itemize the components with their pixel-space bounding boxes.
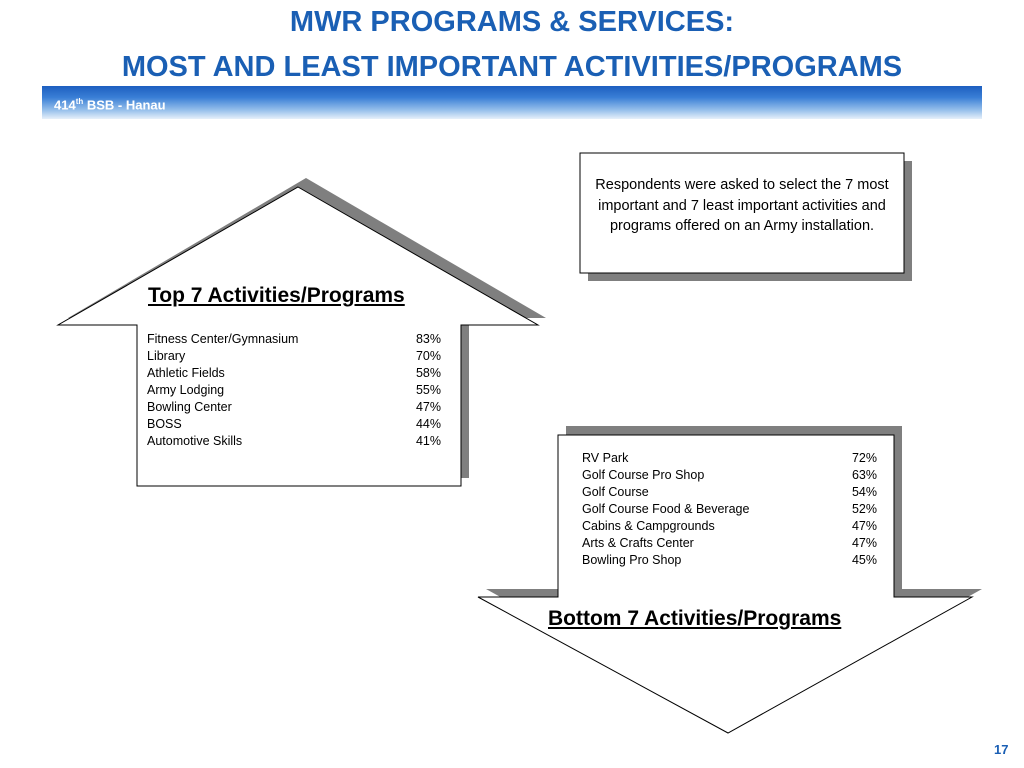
unit-name: BSB - Hanau [83,97,166,113]
activity-name: Arts & Crafts Center [582,536,694,550]
list-item [582,450,877,467]
activity-percent: 83% [415,332,441,346]
list-item [147,382,441,399]
activity-percent: 58% [415,366,441,380]
activity-name: Bowling Center [147,400,232,414]
page-number: 17 [994,742,1009,757]
activity-percent: 47% [851,519,877,533]
list-item [582,467,877,484]
activity-name: Golf Course Pro Shop [582,468,705,482]
list-item [147,399,441,416]
top-activities-list [147,331,441,450]
activity-percent: 72% [851,451,877,465]
activity-name: Army Lodging [147,383,225,397]
activity-name: Golf Course Food & Beverage [582,502,750,516]
activity-name: Library [147,349,186,363]
list-item [582,484,877,501]
list-item [147,331,441,348]
activity-name: BOSS [147,417,182,431]
activity-percent: 52% [851,502,877,516]
activity-percent: 47% [415,400,441,414]
list-item [147,416,441,433]
top-activities-heading: Top 7 Activities/Programs [148,284,405,307]
activity-name: Golf Course [582,485,649,499]
list-item [147,433,441,450]
activity-percent: 55% [415,383,441,397]
activity-name: Fitness Center/Gymnasium [147,332,299,346]
activity-percent: 63% [851,468,877,482]
list-item [582,518,877,535]
list-item [582,501,877,518]
activity-percent: 70% [415,349,441,363]
bottom-activities-list [582,450,877,569]
list-item [582,535,877,552]
activity-percent: 41% [415,434,441,448]
bottom-activities-heading: Bottom 7 Activities/Programs [548,607,842,630]
activity-percent: 44% [415,417,441,431]
unit-number: 414 [54,97,76,113]
explanation-note: Respondents were asked to select the 7 most important and 7 least important activities and programs offered on an Army installation. [595,177,889,234]
activity-name: RV Park [582,451,629,465]
slide-title-line-1: MWR PROGRAMS & SERVICES: [289,6,735,38]
list-item [147,365,441,382]
activity-name: Bowling Pro Shop [582,553,682,567]
activity-name: Cabins & Campgrounds [582,519,715,533]
activity-percent: 47% [851,536,877,550]
activity-percent: 54% [851,485,877,499]
list-item [582,552,877,569]
activity-name: Automotive Skills [147,434,243,448]
activity-percent: 45% [851,553,877,567]
activity-name: Athletic Fields [147,366,225,380]
unit-suffix: th [75,97,84,106]
slide-title-line-2: MOST AND LEAST IMPORTANT ACTIVITIES/PROGRAMS [121,51,903,83]
list-item [147,348,441,365]
